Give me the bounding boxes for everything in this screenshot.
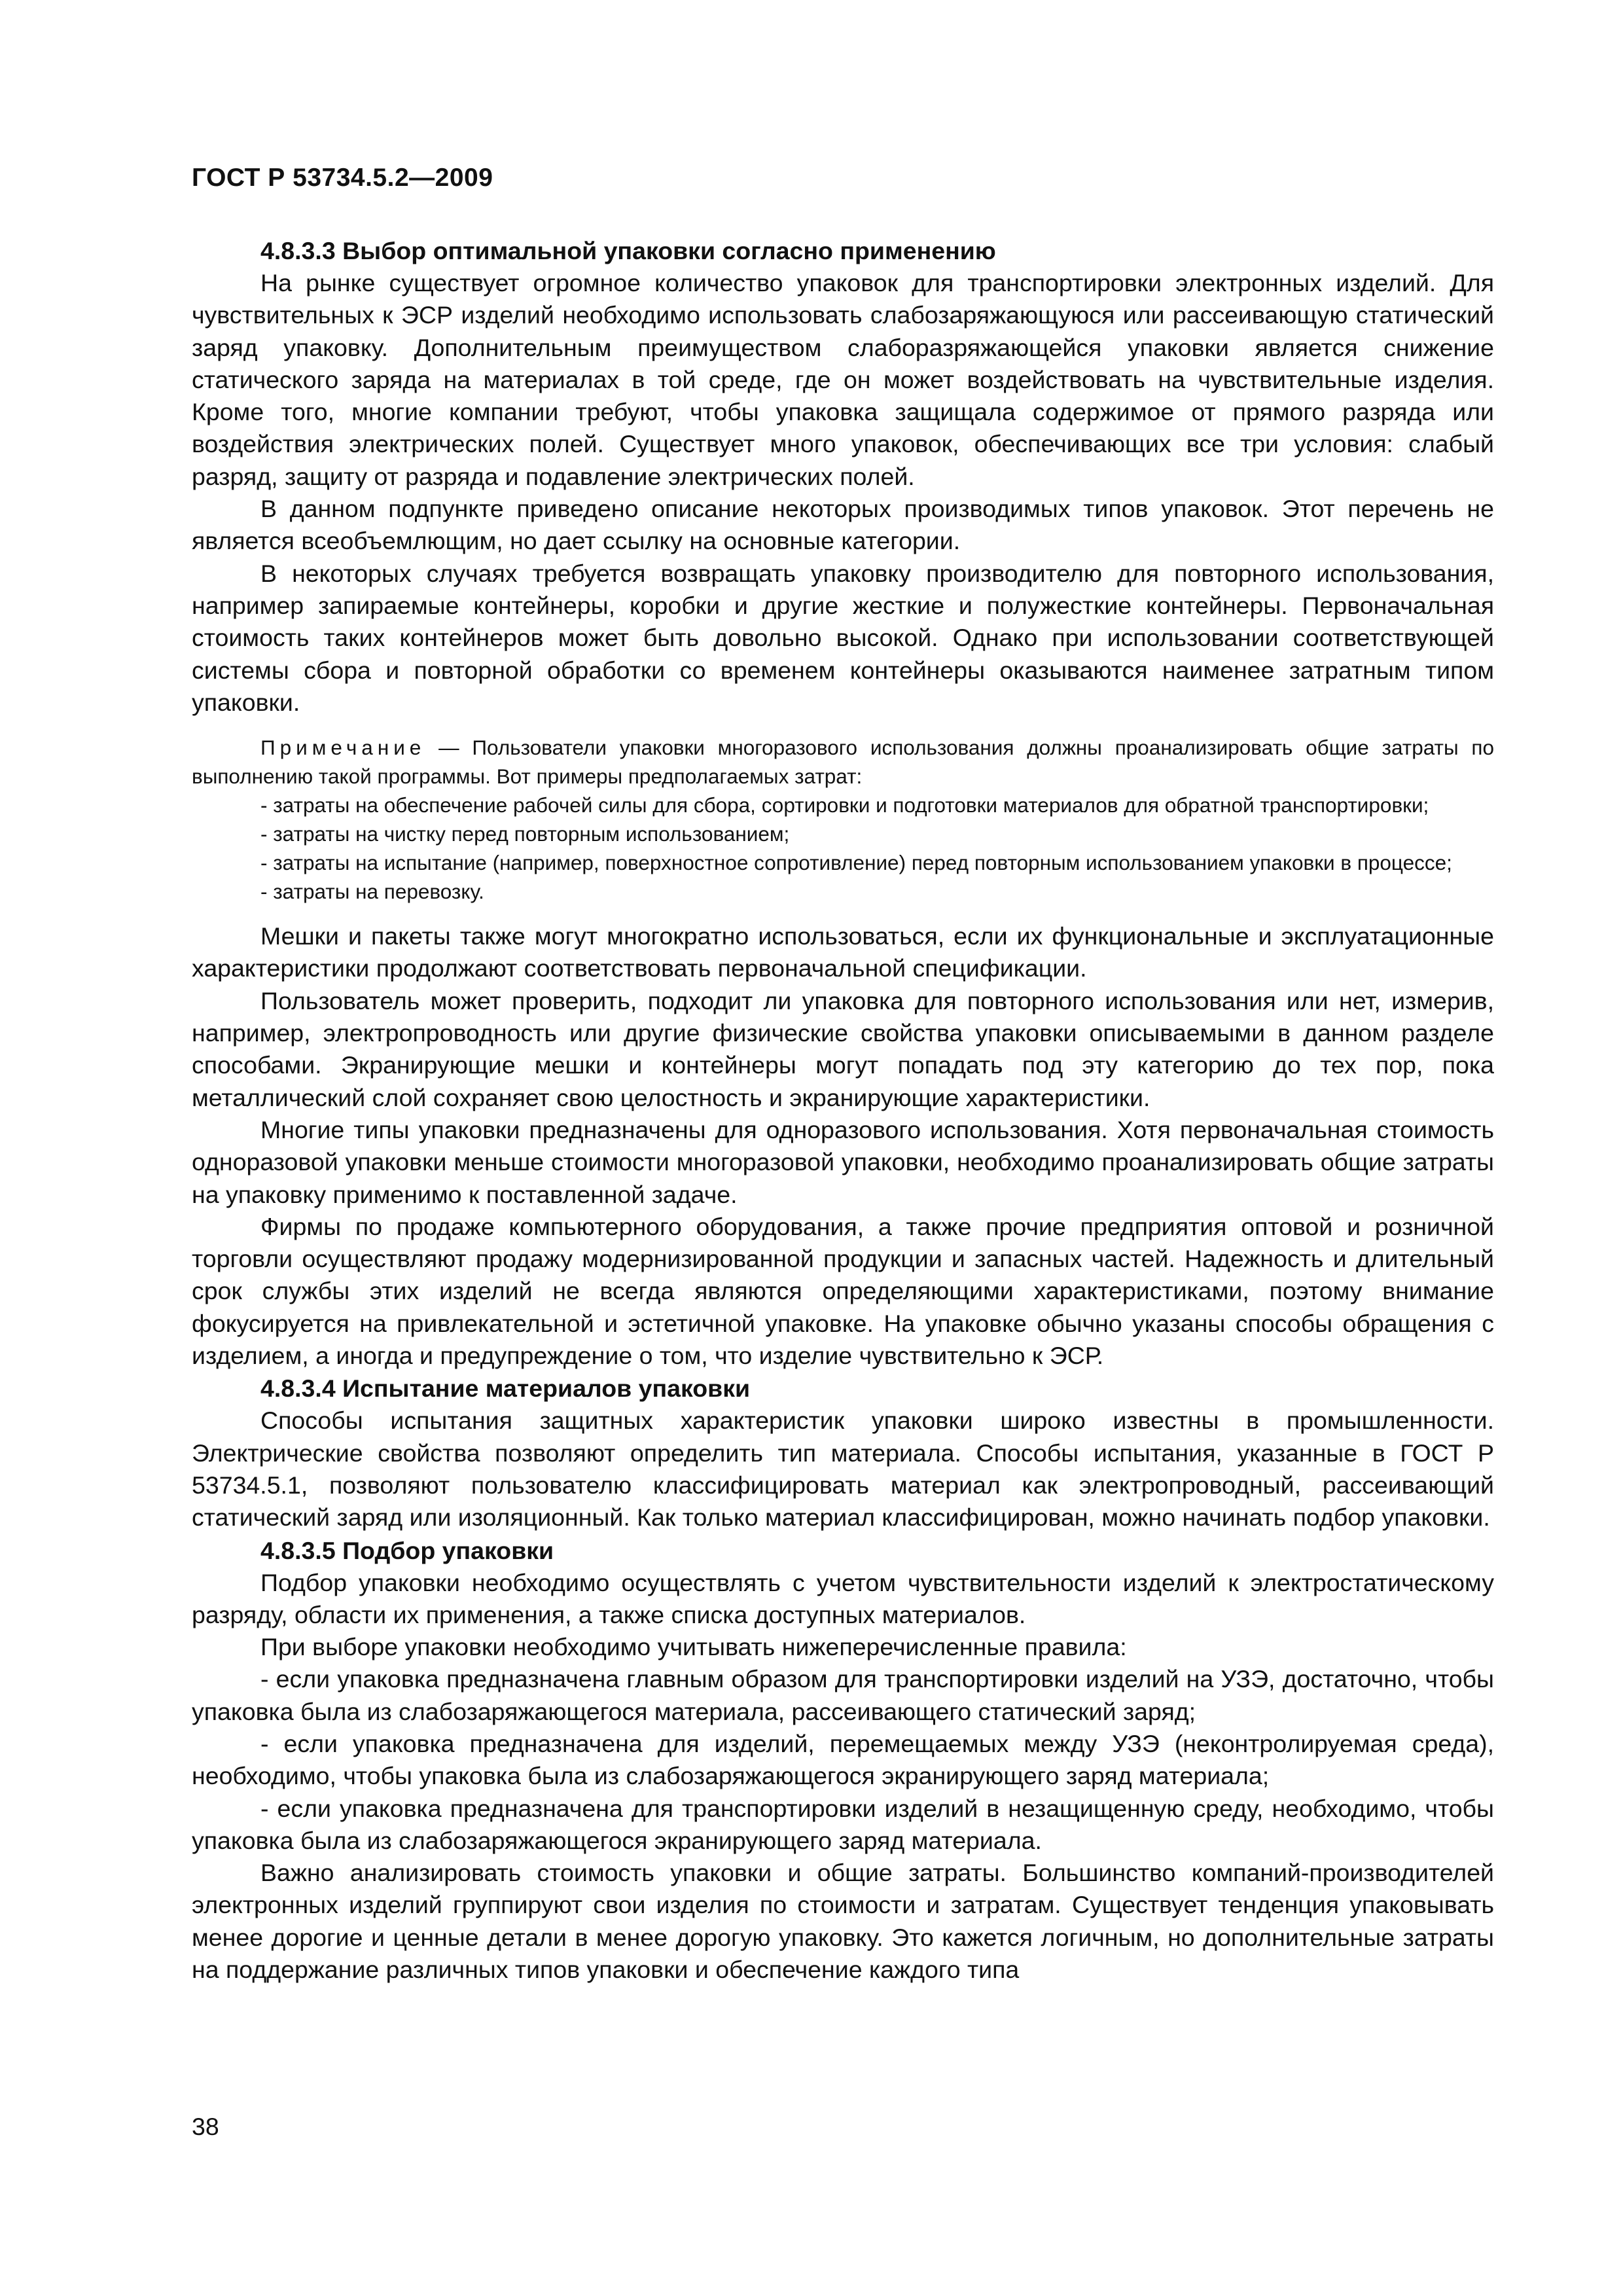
note-list-item: - затраты на чистку перед повторным использованием; <box>260 822 790 846</box>
note-label: Примечание <box>260 736 426 760</box>
paragraph: Пользователь может проверить, подходит ли упаковка для повторного использования или нет, измерив, например, электропроводность или другие физические свойства упаковки описываемыми в данном разделе способами. Экранирующие мешки и контейнеры могут попадать под эту категорию до тех пор, пока металлический слой сохраняет свою целостность и экранирующие характеристики. <box>192 986 1494 1111</box>
note-text: — Пользователи упаковки многоразового использования должны проанализировать общие затраты по выполнению такой программы. Вот примеры предполагаемых затрат: <box>192 736 1494 789</box>
section-heading-4-8-3-3: 4.8.3.3 Выбор оптимальной упаковки согласно применению <box>260 237 996 264</box>
paragraph: Многие типы упаковки предназначены для одноразового использования. Хотя первоначальная стоимость одноразовой упаковки меньше стоимости многоразовой упаковки, необходимо проанализировать общие затраты на упаковку применимо к поставленной задаче. <box>192 1115 1494 1208</box>
paragraph: Способы испытания защитных характеристик упаковки широко известны в промышленности. Электрические свойства позволяют определить тип материала. Способы испытания, указанные в ГОСТ Р 53734.5.1, позволяют пользователю классифицировать материал как электропроводный, рассеивающий статический заряд или изоляционный. Как только материал классифицирован, можно начинать подбор упаковки. <box>192 1407 1494 1532</box>
paragraph: Мешки и пакеты также могут многократно использоваться, если их функциональные и эксплуатационные характеристики продолжают соответствовать первоначальной спецификации. <box>192 922 1494 982</box>
paragraph: Важно анализировать стоимость упаковки и общие затраты. Большинство компаний-производителей электронных изделий группируют свои изделия по стоимости и затратам. Существует тенденция упаковывать менее дорогие и ценные детали в менее дорогую упаковку. Это кажется логичным, но дополнительные затраты на поддержание различных типов упаковки и обеспечение каждого типа <box>192 1859 1494 1984</box>
section-heading-4-8-3-5: 4.8.3.5 Подбор упаковки <box>260 1536 554 1564</box>
paragraph: На рынке существует огромное количество упаковок для транспортировки электронных изделий. Для чувствительных к ЭСР изделий необходимо использовать слабозаряжающуюся или рассеивающую статический заряд упаковку. Дополнительным преимуществом слаборазряжающейся упаковки является снижение статического заряда на материалах в той среде, где он может воздействовать на чувствительные изделия. Кроме того, многие компании требуют, чтобы упаковка защищала содержимое от прямого разряда или воздействия электрических полей. Существует много упаковок, обеспечивающих все три условия: слабый разряд, защиту от разряда и подавление электрических полей. <box>192 269 1494 490</box>
paragraph: В некоторых случаях требуется возвращать упаковку производителю для повторного использования, например запираемые контейнеры, коробки и другие жесткие и полужесткие контейнеры. Первоначальная стоимость таких контейнеров может быть довольно высокой. Однако при использовании соответствующей системы сбора и повторной обработки со временем контейнеры оказываются наименее затратным типом упаковки. <box>192 559 1494 716</box>
note-block <box>192 733 1494 906</box>
note-list-item: - затраты на испытание (например, поверхностное сопротивление) перед повторным использованием упаковки в процессе; <box>260 851 1452 875</box>
rule-list-item: - если упаковка предназначена главным образом для транспортировки изделий на УЗЭ, достаточно, чтобы упаковка была из слабозаряжающегося материала, рассеивающего статический заряд; <box>192 1665 1494 1725</box>
section-heading-4-8-3-4: 4.8.3.4 Испытание материалов упаковки <box>260 1374 751 1403</box>
paragraph: В данном подпункте приведено описание некоторых производимых типов упаковок. Этот перечень не является всеобъемлющим, но дает ссылку на основные категории. <box>192 495 1494 555</box>
note-paragraph <box>192 733 1494 791</box>
page-content <box>192 234 1494 1986</box>
rule-list-item: - если упаковка предназначена для транспортировки изделий в незащищенную среду, необходимо, чтобы упаковка была из слабозаряжающегося экранирующего заряд материала. <box>192 1794 1494 1854</box>
page-number: 38 <box>192 2113 219 2140</box>
note-list-item: - затраты на перевозку. <box>260 880 484 904</box>
paragraph: При выборе упаковки необходимо учитывать нижеперечисленные правила: <box>260 1633 1127 1661</box>
paragraph: Подбор упаковки необходимо осуществлять с учетом чувствительности изделий к электростатическому разряду, области их применения, а также списка доступных материалов. <box>192 1568 1494 1628</box>
note-list-item: - затраты на обеспечение рабочей силы для сбора, сортировки и подготовки материалов для обратной транспортировки; <box>260 793 1429 817</box>
paragraph: Фирмы по продаже компьютерного оборудования, а также прочие предприятия оптовой и розничной торговли осуществляют продажу модернизированной продукции и запасных частей. Надежность и длительный срок службы этих изделий не всегда являются определяющими характеристиками, поэтому внимание фокусируется на привлекательной и эстетичной упаковке. На упаковке обычно указаны способы обращения с изделием, а иногда и предупреждение о том, что изделие чувствительно к ЭСР. <box>192 1212 1494 1370</box>
document-header: ГОСТ Р 53734.5.2—2009 <box>192 164 493 192</box>
rule-list-item: - если упаковка предназначена для изделий, перемещаемых между УЗЭ (неконтролируемая среда), необходимо, чтобы упаковка была из слабозаряжающегося экранирующего заряд материала; <box>192 1729 1494 1790</box>
